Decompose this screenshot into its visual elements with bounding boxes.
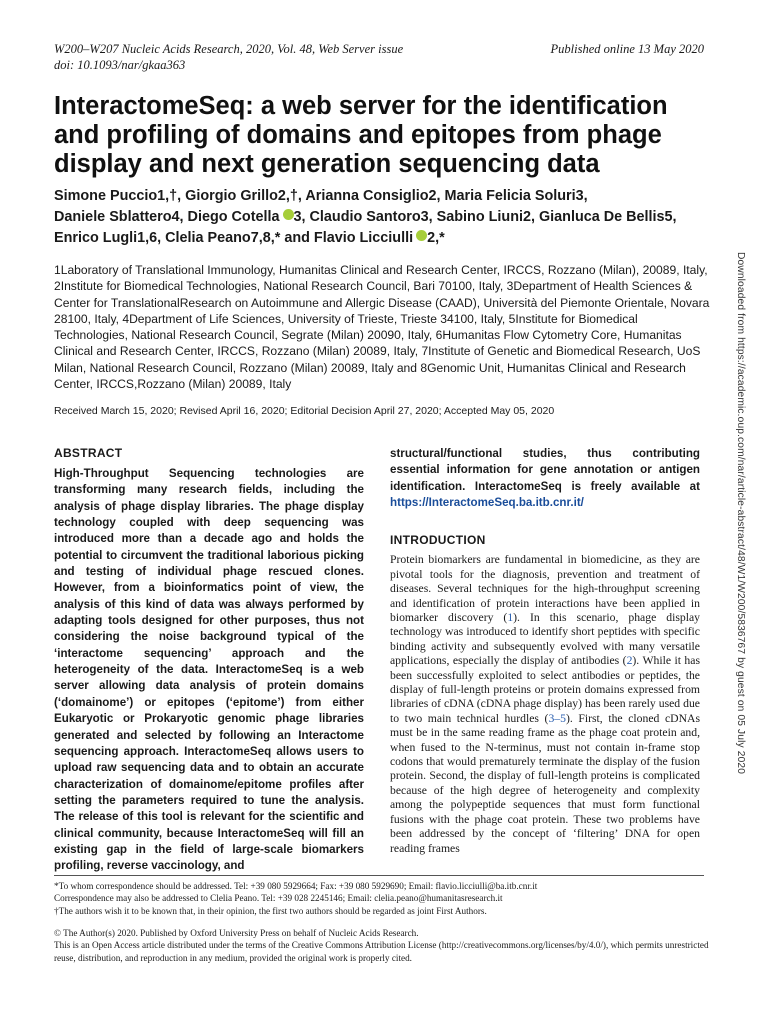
authors-line-2-b: 3, Claudio Santoro3, Sabino Liuni2, Gianluca De Bellis5, (293, 209, 677, 225)
intro-text: Protein biomarkers are fundamental in biomedicine, as they are pivotal tools for the diagnosis, prevention and treatment of diseases. Several techniques for the high-throughput screening and identification of protein interactions have been applied in biomarker discovery ( (390, 553, 700, 624)
license-text: This is an Open Access article distributed under the terms of the Creative Commons Attribution License (http://creativecommons.org/licenses/by/4.0/), which permits unrestricted reuse, distribution, and reproduction in any medium, provided the original work is properly cited. (54, 940, 709, 963)
affiliations: 1Laboratory of Translational Immunology, Humanitas Clinical and Research Center, IRCCS, Rozzano (Milan), 20089, Italy, 2Institute for Biomedical Technologies, National Research Council, Bari 70100, Italy, 3Department of Health Sciences & Center for TranslationalResearch on Autoimmune and Allergic Disease (CAAD), Università del Piemonte Orientale, Novara 28100, Italy, 4Department of Life Sciences, University of Trieste, Trieste 34100, Italy, 5Institute for Biomedical Technologies, National Research Council, Segrate (Milan) 20090, Italy, 6Humanitas Flow Cytometry Core, Humanitas Clinical and Research Center, IRCCS, Rozzano (Milan) 20089, Italy, 7Institute of Genetic and Biomedical Research, UoS Milan, National Research Council, Rozzano (Milan) 20089, Italy and 8Genomic Unit, Humanitas Clinical and Research Center, IRCCS,Rozzano (Milan) 20089, Italy (54, 263, 710, 392)
received-dates: Received March 15, 2020; Revised April 16, 2020; Editorial Decision April 27, 2020; Accepted May 05, 2020 (54, 405, 555, 417)
joint-authors-footnote: †The authors wish it to be known that, in their opinion, the first two authors should be regarded as joint First Authors. (54, 905, 487, 916)
introduction-heading: INTRODUCTION (390, 533, 486, 548)
server-url-link[interactable]: https://InteractomeSeq.ba.itb.cnr.it/ (390, 496, 584, 510)
footnotes (54, 880, 714, 917)
journal-citation: W200–W207 Nucleic Acids Research, 2020, Vol. 48, Web Server issue (54, 42, 404, 56)
authors-line-2 (54, 207, 724, 228)
abstract-column (54, 446, 364, 875)
abstract-continuation (390, 446, 700, 511)
right-column (390, 446, 700, 856)
citation-link[interactable]: 3–5 (548, 711, 566, 725)
article-title: InteractomeSeq: a web server for the identification and profiling of domains and epitopes from phage display and next generation sequencing data (54, 92, 668, 178)
authors-line-1: Simone Puccio1,†, Giorgio Grillo2,†, Arianna Consiglio2, Maria Felicia Soluri3, (54, 188, 588, 204)
doi[interactable]: doi: 10.1093/nar/gkaa363 (54, 58, 186, 72)
abstract-body: High-Throughput Sequencing technologies are transforming many research fields, including the analysis of phage display libraries. The phage display technology coupled with deep sequencing was introduced more than a decade ago and holds the potential to circumvent the traditional laborious picking and testing of individual phage rescued clones. However, from a bioinformatics point of view, the analysis of this kind of data was always performed by adapting tools designed for other purposes, thus not considering the noise background typical of the ‘interactome sequencing’ approach and the heterogeneity of the data. InteractomeSeq is a web server allowing data analysis of protein domains (‘domainome’) or epitopes (‘epitome’) from either Eukaryotic or Prokaryotic genomic phage libraries generated and selected by following an Interactome sequencing approach. InteractomeSeq allows users to upload raw sequencing data and to obtain an accurate characterization of domainome/epitome profiles after setting the parameters required to tune the analysis. The release of this tool is relevant for the scientific and clinical community, because InteractomeSeq will fill an existing gap in the field of large-scale biomarkers profiling, reverse vaccinology, and (54, 467, 364, 873)
correspondence-footnote-2: Correspondence may also be addressed to Clelia Peano. Tel: +39 028 2245146; Email: clelia.peano@humanitasresearch.it (54, 893, 503, 904)
author-list (54, 186, 724, 249)
authors-line-3 (54, 228, 724, 249)
correspondence-footnote: *To whom correspondence should be addressed. Tel: +39 080 5929664; Fax: +39 080 5929690; Email: flavio.licciulli@ba.itb.cnr.it (54, 881, 538, 891)
introduction-body (390, 553, 700, 856)
citation-link[interactable]: 1 (507, 611, 514, 624)
license-notice (54, 927, 714, 964)
intro-text: ). In this scenario, phage display technology was introduced to identify short peptides with specific binding activity and subsequently evolved with many versatile applications, especially the display of antibodies ( (390, 611, 700, 668)
authors-line-2-a: Daniele Sblattero4, Diego Cotella (54, 209, 280, 225)
orcid-icon[interactable] (283, 209, 294, 220)
abstract-heading: ABSTRACT (54, 446, 123, 460)
intro-text: ). First, the cloned cDNAs must be in the same reading frame as the phage coat protein and, when fused to the N-terminus, must not contain in-frame stop codons that would prematurely terminate the display of the fusion protein. Second, the display of full-length proteins is complicated because of the high degree of heterogeneity and complexity among the polypeptide sequences that must form functional fusions with the phage coat protein. These two problems have been addressed by the concept of ‘filtering’ DNA for open reading frames (390, 711, 700, 855)
footnote-divider (54, 875, 704, 876)
orcid-icon[interactable] (416, 230, 427, 241)
header-left (54, 41, 403, 73)
download-notice: Downloaded from https://academic.oup.com/nar/article-abstract/48/W1/W200/5836767 by guest on 05 July 2020 (735, 252, 746, 775)
copyright-line: © The Author(s) 2020. Published by Oxford University Press on behalf of Nucleic Acids Research. (54, 928, 419, 938)
citation-link[interactable]: 2 (626, 654, 633, 668)
abstract-continuation-text: structural/functional studies, thus contributing essential information for gene annotation or antigen identification. InteractomeSeq is freely available at (390, 447, 700, 493)
intro-text: ). While it has been successfully exploited to select antibodies or peptides, the display of full-length proteins or protein domains expressed from libraries of cDNA (cDNA phage display) has been rarely used due to two main technical hurdles ( (390, 654, 700, 725)
authors-line-3-b: 2,* (427, 230, 445, 246)
publication-date: Published online 13 May 2020 (550, 42, 704, 56)
download-sidebar (735, 252, 758, 775)
authors-line-3-a: Enrico Lugli1,6, Clelia Peano7,8,* and Flavio Licciulli (54, 230, 414, 246)
